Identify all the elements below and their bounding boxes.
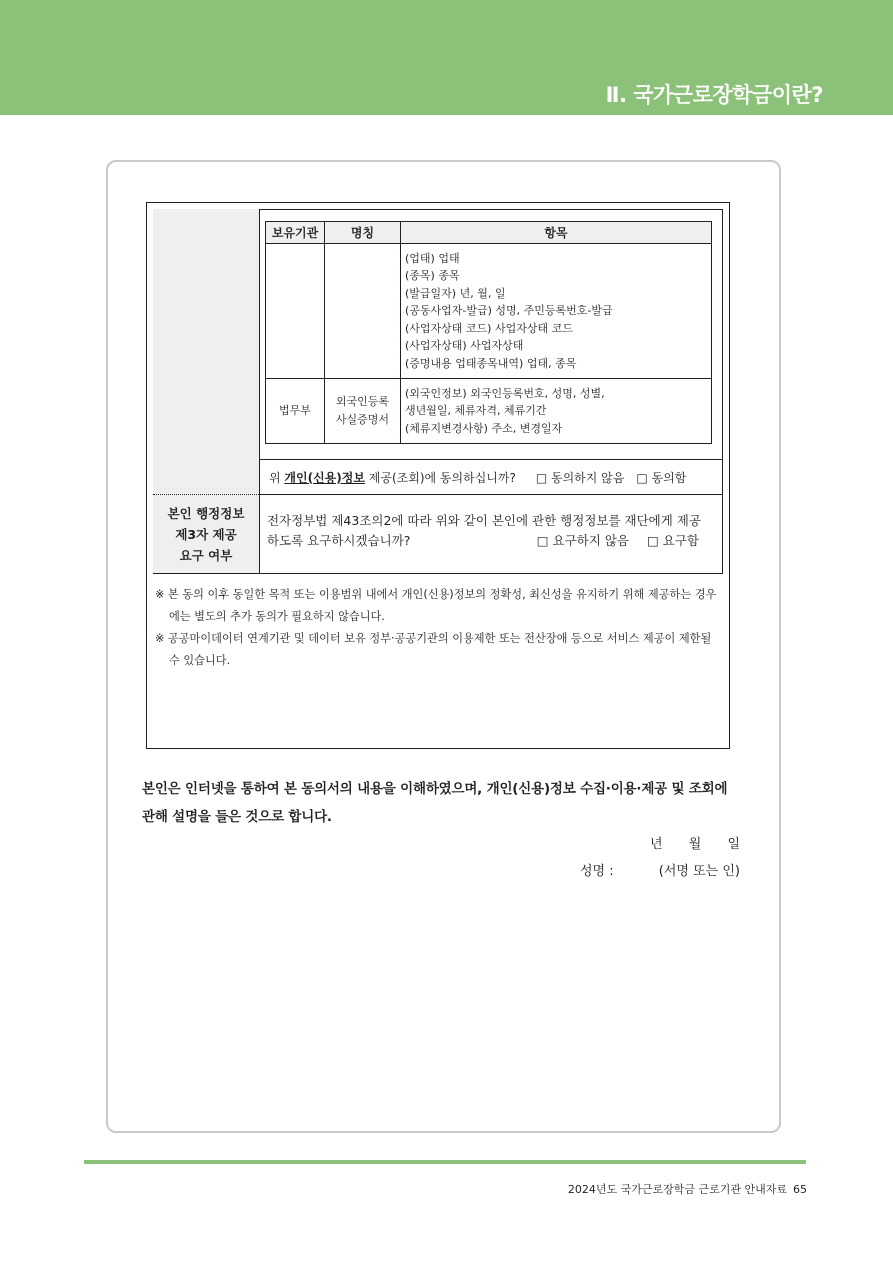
date-day: 일: [727, 837, 740, 852]
info-items-table: [265, 221, 712, 444]
table-cell-items: [401, 379, 712, 444]
third-party-label-line: 요구 여부: [179, 547, 233, 563]
signature-field[interactable]: (서명 또는 인): [658, 864, 740, 879]
list-item: (외국인정보) 외국인등록번호, 성명, 성별,: [405, 386, 605, 400]
column-header-items: 항목: [401, 222, 712, 244]
consent-strong: 개인(신용)정보: [284, 470, 365, 485]
table-cell-items: [401, 244, 712, 379]
list-item: (사업자상태 코드) 사업자상태 코드: [405, 321, 573, 335]
list-item: (체류지변경사항) 주소, 변경일자: [405, 421, 563, 435]
column-header-agency: 보유기관: [266, 222, 325, 244]
list-item: (업태) 업태: [405, 251, 460, 265]
request-text-line1: 전자정부법 제43조의2에 따라 위와 같이 본인에 관한 행정정보를 재단에게 제공: [267, 513, 701, 528]
chapter-title: Ⅱ. 국가근로장학금이란?: [605, 83, 823, 107]
table-cell-name: [325, 244, 401, 379]
date-year: 년: [650, 837, 663, 852]
third-party-request-row: [259, 494, 723, 573]
request-text-line2: 하도록 요구하시겠습니까?: [267, 533, 411, 548]
notes: [155, 584, 725, 672]
signature-line: [580, 860, 740, 879]
table-cell-agency: [266, 244, 325, 379]
footer-rule: [84, 1160, 806, 1164]
page-number: 65: [793, 1183, 807, 1196]
list-item: (사업자상태) 사업자상태: [405, 339, 524, 353]
consent-prefix: 위: [269, 470, 281, 485]
consent-form-box: [146, 202, 730, 749]
note-item: ※ 공공마이데이터 연계기관 및 데이터 보유 정부·공공기관의 이용제한 또는 전산장애 등으로 서비스 제공이 제한될 수 있습니다.: [155, 632, 712, 667]
date-month: 월: [688, 837, 702, 852]
date-line: [580, 833, 740, 852]
doc-name-line: 외국인등록: [335, 395, 390, 408]
note-item: ※ 본 동의 이후 동일한 목적 또는 이용범위 내에서 개인(신용)정보의 정확성, 최신성을 유지하기 위해 제공하는 경우에는 별도의 추가 동의가 필요하지 않습니다.: [155, 588, 717, 623]
signature-label: 성명 :: [580, 864, 614, 879]
footer: [568, 1181, 807, 1197]
third-party-label-line: 본인 행정정보: [167, 505, 245, 521]
table-cell-name: [325, 379, 401, 444]
third-party-label-line: 제3자 제공: [175, 526, 237, 542]
consent-suffix: 제공(조회)에 동의하십니까?: [368, 470, 516, 485]
list-item: 생년월일, 체류자격, 체류기간: [405, 404, 547, 418]
list-item: (공동사업자-발급) 성명, 주민등록번호-발급: [405, 304, 613, 318]
footer-title: 2024년도 국가근로장학금 근로기관 안내자료: [567, 1183, 787, 1196]
list-item: (종목) 종목: [405, 269, 460, 283]
consent-disagree-checkbox[interactable]: □ 동의하지 않음: [535, 470, 625, 485]
consent-question-row: [259, 459, 723, 494]
third-party-label: [153, 495, 259, 573]
request-decline-checkbox[interactable]: □ 요구하지 않음: [536, 533, 630, 548]
consent-statement: 본인은 인터넷을 통하여 본 동의서의 내용을 이해하였으며, 개인(신용)정보 수집·이용·제공 및 조회에 관해 설명을 들은 것으로 합니다.: [142, 781, 728, 825]
list-item: (발급일자) 년, 월, 일: [405, 286, 506, 300]
list-item: (증명내용 업태종목내역) 업태, 종목: [405, 356, 577, 370]
column-header-name: 명칭: [325, 222, 401, 244]
doc-name-line: 사실증명서: [335, 413, 390, 426]
consent-agree-checkbox[interactable]: □ 동의함: [636, 470, 687, 485]
form-divider: [153, 573, 723, 574]
left-label-column: [153, 209, 259, 494]
table-cell-agency: 법무부: [266, 379, 325, 444]
request-accept-checkbox[interactable]: □ 요구함: [646, 533, 699, 548]
